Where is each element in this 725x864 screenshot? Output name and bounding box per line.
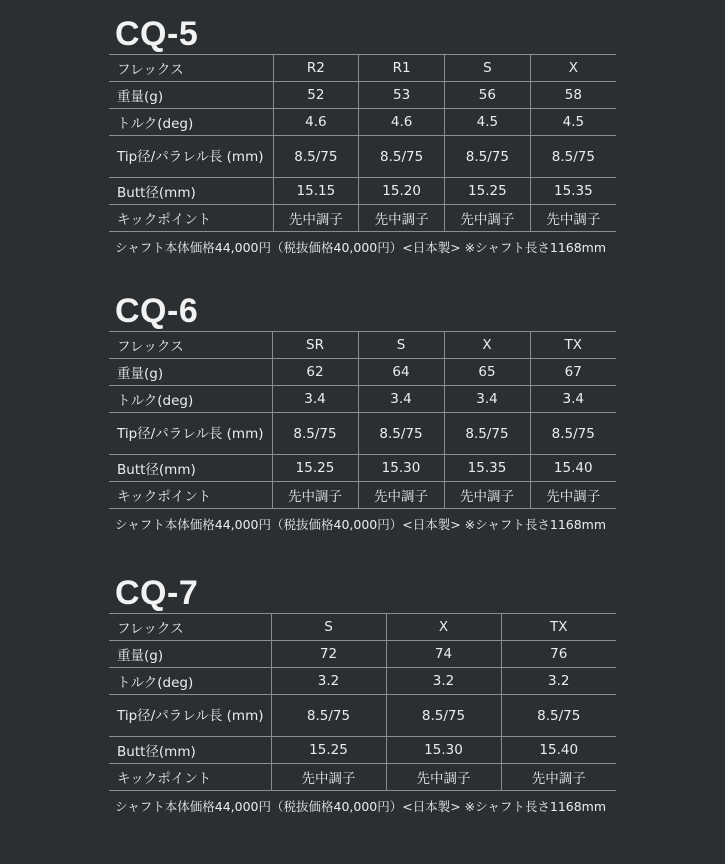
spec-table bbox=[109, 331, 616, 509]
table-cell: 58 bbox=[530, 82, 616, 109]
table-row-weight bbox=[109, 641, 616, 668]
row-label: トルク(deg) bbox=[109, 668, 271, 695]
spec-section-cq7 bbox=[109, 573, 616, 815]
table-cell: SR bbox=[272, 332, 358, 359]
table-cell: 3.2 bbox=[271, 668, 386, 695]
table-cell: 8.5/75 bbox=[358, 413, 444, 455]
table-cell: 8.5/75 bbox=[444, 413, 530, 455]
table-row-torque bbox=[109, 386, 616, 413]
table-cell: TX bbox=[530, 332, 616, 359]
table-cell: 8.5/75 bbox=[445, 136, 531, 178]
table-cell: S bbox=[445, 55, 531, 82]
spec-table bbox=[109, 613, 616, 791]
table-row-butt bbox=[109, 455, 616, 482]
table-cell: 15.15 bbox=[273, 178, 359, 205]
price-note: シャフト本体価格44,000円（税抜価格40,000円）<日本製> ※シャフト長さ1168mm bbox=[115, 799, 607, 814]
row-label: キックポイント bbox=[109, 482, 272, 509]
table-cell: 4.5 bbox=[445, 109, 531, 136]
table-cell: 先中調子 bbox=[273, 205, 359, 232]
table-cell: 15.30 bbox=[386, 737, 501, 764]
table-cell: 8.5/75 bbox=[359, 136, 445, 178]
table-row-butt bbox=[109, 178, 616, 205]
table-cell: 15.35 bbox=[444, 455, 530, 482]
table-cell: 15.40 bbox=[501, 737, 616, 764]
row-label: トルク(deg) bbox=[109, 109, 273, 136]
table-row-torque bbox=[109, 109, 616, 136]
table-cell: 8.5/75 bbox=[271, 695, 386, 737]
section-title: CQ-7 bbox=[115, 574, 199, 612]
table-cell: 72 bbox=[271, 641, 386, 668]
table-cell: 64 bbox=[358, 359, 444, 386]
table-cell: X bbox=[530, 55, 616, 82]
table-cell: 15.30 bbox=[358, 455, 444, 482]
table-cell: 8.5/75 bbox=[501, 695, 616, 737]
table-cell: 52 bbox=[273, 82, 359, 109]
price-note: シャフト本体価格44,000円（税抜価格40,000円）<日本製> ※シャフト長さ1168mm bbox=[115, 517, 607, 532]
section-title: CQ-5 bbox=[115, 15, 199, 53]
row-label: 重量(g) bbox=[109, 82, 273, 109]
table-cell: 8.5/75 bbox=[386, 695, 501, 737]
table-cell: 3.4 bbox=[444, 386, 530, 413]
table-row-tip bbox=[109, 136, 616, 178]
table-row-kickpoint bbox=[109, 205, 616, 232]
table-cell: R2 bbox=[273, 55, 359, 82]
table-cell: 65 bbox=[444, 359, 530, 386]
table-row-kickpoint bbox=[109, 764, 616, 791]
table-cell: 15.40 bbox=[530, 455, 616, 482]
row-label: 重量(g) bbox=[109, 641, 271, 668]
table-cell: 3.4 bbox=[272, 386, 358, 413]
table-cell: 8.5/75 bbox=[273, 136, 359, 178]
table-cell: 74 bbox=[386, 641, 501, 668]
table-cell: 先中調子 bbox=[359, 205, 445, 232]
table-cell: 先中調子 bbox=[530, 482, 616, 509]
table-cell: X bbox=[444, 332, 530, 359]
table-cell: X bbox=[386, 614, 501, 641]
table-row-butt bbox=[109, 737, 616, 764]
row-label: Butt径(mm) bbox=[109, 737, 271, 764]
table-cell: 先中調子 bbox=[386, 764, 501, 791]
table-cell: 先中調子 bbox=[444, 482, 530, 509]
table-cell: 4.5 bbox=[530, 109, 616, 136]
spec-table bbox=[109, 54, 616, 232]
table-cell: 4.6 bbox=[359, 109, 445, 136]
table-cell: 先中調子 bbox=[358, 482, 444, 509]
table-cell: 3.4 bbox=[530, 386, 616, 413]
table-cell: 先中調子 bbox=[501, 764, 616, 791]
row-label: フレックス bbox=[109, 55, 273, 82]
table-row-weight bbox=[109, 82, 616, 109]
table-cell: 先中調子 bbox=[271, 764, 386, 791]
table-cell: 56 bbox=[445, 82, 531, 109]
table-cell: 62 bbox=[272, 359, 358, 386]
table-row-weight bbox=[109, 359, 616, 386]
table-cell: 76 bbox=[501, 641, 616, 668]
table-cell: 15.25 bbox=[271, 737, 386, 764]
table-row-tip bbox=[109, 695, 616, 737]
table-row-flex bbox=[109, 614, 616, 641]
row-label: キックポイント bbox=[109, 205, 273, 232]
table-cell: 53 bbox=[359, 82, 445, 109]
table-row-tip bbox=[109, 413, 616, 455]
table-cell: 8.5/75 bbox=[530, 136, 616, 178]
table-cell: 15.35 bbox=[530, 178, 616, 205]
spec-section-cq5 bbox=[109, 14, 616, 256]
table-cell: 8.5/75 bbox=[272, 413, 358, 455]
table-cell: 先中調子 bbox=[445, 205, 531, 232]
row-label: フレックス bbox=[109, 332, 272, 359]
table-row-torque bbox=[109, 668, 616, 695]
table-row-kickpoint bbox=[109, 482, 616, 509]
table-cell: S bbox=[358, 332, 444, 359]
row-label: Tip径/パラレル長 (mm) bbox=[109, 413, 272, 455]
row-label: Butt径(mm) bbox=[109, 455, 272, 482]
table-cell: R1 bbox=[359, 55, 445, 82]
row-label: キックポイント bbox=[109, 764, 271, 791]
row-label: Butt径(mm) bbox=[109, 178, 273, 205]
table-cell: 4.6 bbox=[273, 109, 359, 136]
table-cell: TX bbox=[501, 614, 616, 641]
row-label: Tip径/パラレル長 (mm) bbox=[109, 695, 271, 737]
row-label: トルク(deg) bbox=[109, 386, 272, 413]
price-note: シャフト本体価格44,000円（税抜価格40,000円）<日本製> ※シャフト長さ1168mm bbox=[115, 240, 607, 255]
table-cell: 8.5/75 bbox=[530, 413, 616, 455]
row-label: Tip径/パラレル長 (mm) bbox=[109, 136, 273, 178]
table-row-flex bbox=[109, 55, 616, 82]
row-label: 重量(g) bbox=[109, 359, 272, 386]
table-cell: 3.2 bbox=[386, 668, 501, 695]
table-cell: 15.25 bbox=[272, 455, 358, 482]
table-cell: 15.25 bbox=[445, 178, 531, 205]
table-cell: S bbox=[271, 614, 386, 641]
table-cell: 15.20 bbox=[359, 178, 445, 205]
table-cell: 先中調子 bbox=[272, 482, 358, 509]
table-cell: 3.4 bbox=[358, 386, 444, 413]
table-cell: 先中調子 bbox=[530, 205, 616, 232]
table-row-flex bbox=[109, 332, 616, 359]
spec-section-cq6 bbox=[109, 291, 616, 533]
section-title: CQ-6 bbox=[115, 292, 199, 330]
table-cell: 3.2 bbox=[501, 668, 616, 695]
table-cell: 67 bbox=[530, 359, 616, 386]
row-label: フレックス bbox=[109, 614, 271, 641]
